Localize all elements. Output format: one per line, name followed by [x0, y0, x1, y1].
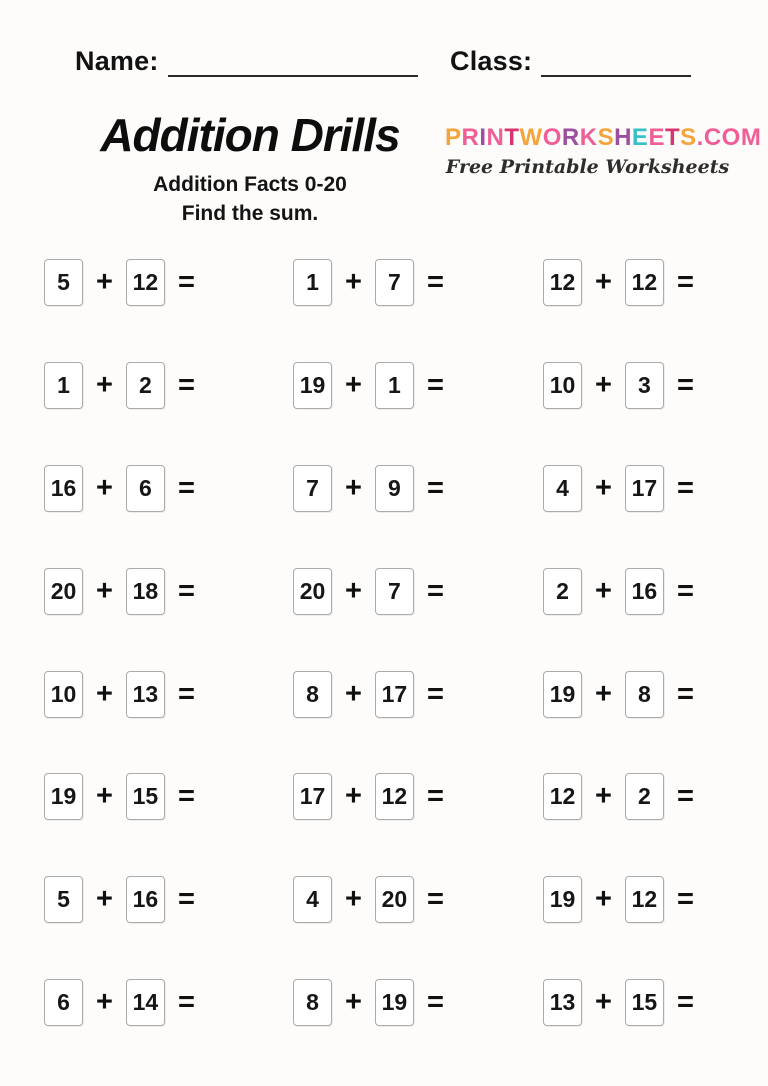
brand-letter: N — [486, 124, 505, 151]
brand-letter: T — [664, 124, 681, 151]
brand-letter: O — [721, 124, 741, 151]
brand-letter: R — [461, 124, 480, 151]
worksheet-instruction: Find the sum. — [181, 201, 319, 225]
addend-a-box: 10 — [543, 362, 582, 409]
addend-a-box: 17 — [293, 773, 332, 820]
problems-grid — [44, 259, 748, 1082]
addend-b-box: 16 — [625, 568, 664, 615]
addition-problem-r1-c2 — [293, 259, 543, 306]
worksheet-subtitle: Addition Facts 0-20 — [153, 172, 347, 196]
plus-sign: + — [345, 574, 362, 607]
plus-sign: + — [345, 471, 362, 504]
plus-sign: + — [595, 677, 612, 710]
addend-a-box: 1 — [293, 259, 332, 306]
brand-letter: C — [703, 124, 722, 151]
addition-problem-r6-c2 — [293, 773, 543, 820]
equals-sign: = — [177, 471, 195, 504]
addend-b-box: 8 — [625, 671, 664, 718]
addend-a-box: 6 — [44, 979, 83, 1026]
addition-problem-r1-c1 — [44, 259, 293, 306]
equals-sign: = — [426, 368, 444, 401]
addend-b-box: 20 — [375, 876, 414, 923]
addend-b-box: 12 — [126, 259, 165, 306]
plus-sign: + — [595, 883, 612, 916]
class-label: Class: — [450, 46, 533, 76]
addition-problem-r4-c2 — [293, 568, 543, 615]
addend-a-box: 8 — [293, 979, 332, 1026]
addition-problem-r8-c3 — [543, 979, 748, 1026]
addend-b-box: 9 — [375, 465, 414, 512]
brand-letter: K — [579, 124, 598, 151]
brand-letter: E — [648, 124, 665, 151]
brand-letter: W — [519, 124, 543, 151]
addend-a-box: 5 — [44, 876, 83, 923]
addend-a-box: 19 — [293, 362, 332, 409]
equals-sign: = — [426, 883, 444, 916]
addition-problem-r3-c3 — [543, 465, 748, 512]
class-fill-in-line[interactable] — [541, 42, 691, 77]
plus-sign: + — [96, 883, 113, 916]
class-field — [450, 42, 691, 77]
equals-sign: = — [676, 883, 694, 916]
addend-b-box: 13 — [126, 671, 165, 718]
addition-problem-r4-c1 — [44, 568, 293, 615]
addend-a-box: 4 — [543, 465, 582, 512]
addition-problem-r8-c2 — [293, 979, 543, 1026]
addend-b-box: 18 — [126, 568, 165, 615]
equals-sign: = — [426, 574, 444, 607]
equals-sign: = — [177, 883, 195, 916]
plus-sign: + — [96, 368, 113, 401]
addition-problem-r8-c1 — [44, 979, 293, 1026]
addition-problem-r1-c3 — [543, 259, 748, 306]
addition-problem-r5-c3 — [543, 671, 748, 718]
brand-letter: E — [631, 124, 649, 151]
brand-letter: . — [696, 124, 704, 151]
brand-letter: P — [445, 124, 462, 151]
addend-a-box: 19 — [44, 773, 83, 820]
addend-a-box: 19 — [543, 671, 582, 718]
plus-sign: + — [345, 986, 362, 1019]
addend-a-box: 2 — [543, 568, 582, 615]
brand-letter: S — [680, 124, 697, 151]
addition-problem-r3-c1 — [44, 465, 293, 512]
addition-problem-r7-c1 — [44, 876, 293, 923]
equals-sign: = — [676, 266, 694, 298]
addend-a-box: 19 — [543, 876, 582, 923]
equals-sign: = — [676, 574, 694, 607]
name-field — [75, 42, 418, 77]
plus-sign: + — [345, 677, 362, 710]
addend-a-box: 5 — [44, 259, 83, 306]
title-block — [55, 110, 445, 226]
addend-b-box: 2 — [126, 362, 165, 409]
addend-b-box: 6 — [126, 465, 165, 512]
equals-sign: = — [676, 780, 694, 813]
page-title: Addition Drills — [100, 109, 400, 161]
addition-problem-r6-c1 — [44, 773, 293, 820]
addition-problem-r7-c2 — [293, 876, 543, 923]
equals-sign: = — [177, 266, 195, 298]
addition-problem-r6-c3 — [543, 773, 748, 820]
addition-problem-r2-c3 — [543, 362, 748, 409]
addend-a-box: 12 — [543, 259, 582, 306]
addend-b-box: 12 — [625, 259, 664, 306]
addition-problem-r4-c3 — [543, 568, 748, 615]
equals-sign: = — [676, 677, 694, 710]
equals-sign: = — [177, 368, 195, 401]
addend-a-box: 1 — [44, 362, 83, 409]
equals-sign: = — [177, 986, 195, 1019]
addition-problem-r2-c2 — [293, 362, 543, 409]
equals-sign: = — [676, 986, 694, 1019]
equals-sign: = — [426, 677, 444, 710]
addend-b-box: 3 — [625, 362, 664, 409]
addend-b-box: 7 — [375, 568, 414, 615]
plus-sign: + — [595, 986, 612, 1019]
addend-b-box: 14 — [126, 979, 165, 1026]
equals-sign: = — [177, 780, 195, 813]
brand-letter: T — [504, 124, 520, 151]
plus-sign: + — [595, 266, 612, 298]
brand-letter: O — [542, 124, 562, 151]
addition-problem-r5-c1 — [44, 671, 293, 718]
addend-a-box: 20 — [44, 568, 83, 615]
addend-b-box: 15 — [126, 773, 165, 820]
addition-problem-r5-c2 — [293, 671, 543, 718]
brand-letter: I — [479, 124, 487, 151]
equals-sign: = — [426, 986, 444, 1019]
addend-a-box: 12 — [543, 773, 582, 820]
addend-b-box: 16 — [126, 876, 165, 923]
plus-sign: + — [96, 780, 113, 813]
addend-a-box: 16 — [44, 465, 83, 512]
equals-sign: = — [426, 471, 444, 504]
addend-b-box: 17 — [625, 465, 664, 512]
brand-letter: R — [561, 124, 580, 151]
plus-sign: + — [96, 471, 113, 504]
plus-sign: + — [345, 266, 362, 298]
addend-b-box: 17 — [375, 671, 414, 718]
addend-a-box: 8 — [293, 671, 332, 718]
plus-sign: + — [595, 368, 612, 401]
addend-a-box: 20 — [293, 568, 332, 615]
addend-a-box: 13 — [543, 979, 582, 1026]
plus-sign: + — [595, 574, 612, 607]
plus-sign: + — [345, 883, 362, 916]
addend-b-box: 12 — [625, 876, 664, 923]
addition-problem-r2-c1 — [44, 362, 293, 409]
plus-sign: + — [96, 574, 113, 607]
plus-sign: + — [345, 368, 362, 401]
equals-sign: = — [676, 368, 694, 401]
plus-sign: + — [595, 471, 612, 504]
addend-b-box: 7 — [375, 259, 414, 306]
brand-tagline: Free Printable Worksheets — [445, 155, 730, 178]
brand-letter: M — [740, 124, 762, 151]
plus-sign: + — [96, 986, 113, 1019]
addend-b-box: 15 — [625, 979, 664, 1026]
addition-problem-r7-c3 — [543, 876, 748, 923]
addend-a-box: 10 — [44, 671, 83, 718]
addition-problem-r3-c2 — [293, 465, 543, 512]
brand-logo — [445, 124, 762, 178]
addend-b-box: 2 — [625, 773, 664, 820]
equals-sign: = — [426, 266, 444, 298]
name-label: Name: — [75, 46, 159, 76]
addend-b-box: 19 — [375, 979, 414, 1026]
addend-a-box: 4 — [293, 876, 332, 923]
equals-sign: = — [676, 471, 694, 504]
plus-sign: + — [96, 677, 113, 710]
plus-sign: + — [345, 780, 362, 813]
addend-b-box: 12 — [375, 773, 414, 820]
equals-sign: = — [177, 677, 195, 710]
brand-wordmark — [445, 124, 762, 153]
plus-sign: + — [595, 780, 612, 813]
name-fill-in-line[interactable] — [168, 42, 418, 77]
brand-letter: S — [597, 124, 615, 151]
addend-a-box: 7 — [293, 465, 332, 512]
addend-b-box: 1 — [375, 362, 414, 409]
plus-sign: + — [96, 266, 113, 298]
equals-sign: = — [177, 574, 195, 607]
brand-letter: H — [614, 124, 632, 151]
equals-sign: = — [426, 780, 444, 813]
